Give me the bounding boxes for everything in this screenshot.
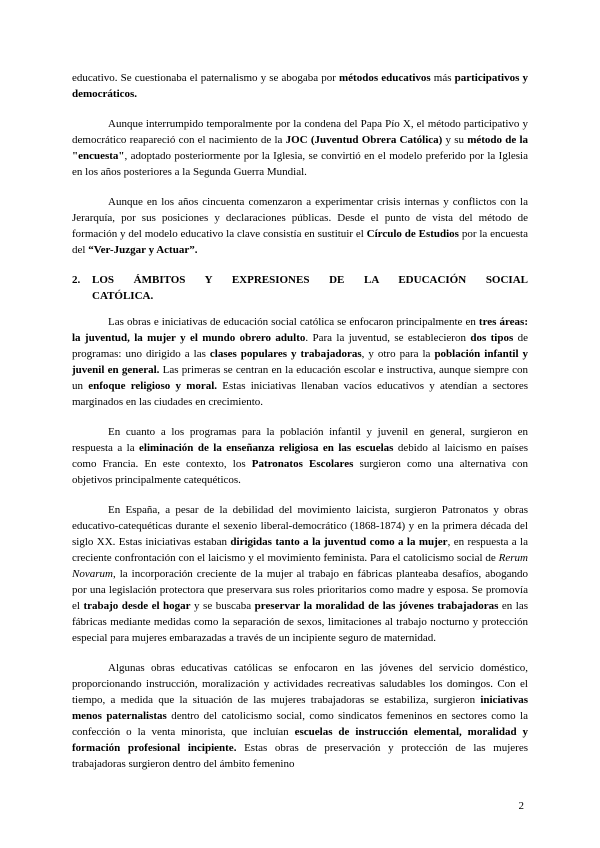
bold-text: iniciativas menos paternalistas [72,694,528,722]
paragraph: Aunque en los años cincuenta comenzaron a experimentar crisis internas y conflictos con la Jerarquía, por sus posiciones y declaraciones públicas. Desde el punto de vista del método de formación y del modelo educativo la clave consistía en sustituir el Círculo de Estudios por la encuesta del “Ver-Juzgar y Actuar”. [72,196,528,256]
bold-text: enfoque religioso y moral. [88,380,218,392]
bold-text: “Ver-Juzgar y Actuar”. [88,244,198,256]
bold-text: método de la "encuesta" [72,134,528,162]
section-heading [72,272,528,304]
paragraph: Las obras e iniciativas de educación social católica se enfocaron principalmente en tres áreas: la juventud, la mujer y el mundo obrero adulto. Para la juventud, se establecieron dos tipos de programas: uno dirigido a las clases populares y trabajadoras, y otro para la población infantil y juvenil en general. Las primeras se centran en la educación escolar e instructiva, aunque siempre con un enfoque religioso y moral. Estas iniciativas llenaban vacíos educativos y atendían a sectores marginados en las ciudades en crecimiento. [72,316,529,408]
bold-text: dirigidas tanto a la juventud como a la mujer [230,536,448,548]
page-number: 2 [518,800,524,812]
paragraph: En cuanto a los programas para la población infantil y juvenil en general, surgieron en respuesta a la eliminación de la enseñanza religiosa en las escuelas debido al laicismo en países como Francia. En este contexto, los Patronatos Escolares surgieron como una alternativa con objetivos principalmente catequéticos. [72,426,529,486]
bold-text: Patronatos Escolares [251,458,354,470]
bold-text: preservar la moralidad de las jóvenes trabajadoras [254,600,499,612]
bold-text: población infantil y juvenil en general. [72,348,529,376]
bold-text: dos tipos [470,332,514,344]
bold-text: participativos y democráticos. [72,72,528,100]
bold-text: tres áreas: la juventud, la mujer y el mundo obrero adulto [72,316,528,344]
page-body [72,70,528,786]
bold-text: clases populares y trabajadoras [209,348,362,360]
paragraph: Algunas obras educativas católicas se enfocaron en las jóvenes del servicio doméstico, proporcionando instrucción, moralización y actividades recreativas saludables los domingos. Con el tiempo, a medida que la situación de las mujeres trabajadoras se estabiliza, surgieron iniciativas menos paternalistas dentro del catolicismo social, como sindicatos femeninos en sectores como la confección o la venta minorista, que incluían escuelas de instrucción elemental, moralidad y formación profesional incipiente. Estas obras de preservación y protección de las mujeres trabajadoras surgieron dentro del ámbito femenino [72,662,528,770]
bold-text: métodos educativos [339,72,431,84]
paragraph: educativo. Se cuestionaba el paternalismo y se abogaba por métodos educativos más participativos y democráticos. [72,72,528,100]
italic-text: Rerum Novarum [72,552,528,580]
bold-text: eliminación de la enseñanza religiosa en las escuelas [139,442,394,454]
section-title [92,272,528,304]
paragraph: Aunque interrumpido temporalmente por la condena del Papa Pío X, el método participativo y democrático reapareció con el nacimiento de la JOC (Juventud Obrera Católica) y su método de la "encuesta", adoptado posteriormente por la Iglesia, se convirtió en el modelo preferido por la Iglesia en los años posteriores a la Segunda Guerra Mundial. [72,118,528,178]
bold-text: escuelas de instrucción elemental, moralidad y formación profesional incipiente. [72,726,528,754]
section-title-line-2: CATÓLICA. [92,290,154,302]
paragraph: En España, a pesar de la debilidad del movimiento laicista, surgieron Patronatos y obras educativo-catequéticas durante el sexenio liberal-democrático (1868-1874) y en la primera década del siglo XX. Estas iniciativas estaban dirigidas tanto a la juventud como a la mujer, en respuesta a la creciente confrontación con el laicismo y el movimiento feminista. Para el catolicismo social de Rerum Novarum, la incorporación creciente de la mujer al trabajo en fábricas planteaba desafíos, abogando por una legislación protectora que preservara sus roles prioritarios como madre y esposa. Se promovía el trabajo desde el hogar y se buscaba preservar la moralidad de las jóvenes trabajadoras en las fábricas mediante medidas como la separación de sexos, limitaciones al trabajo nocturno y protección especial para mujeres embarazadas a través de un incipiente seguro de maternidad. [72,504,528,644]
bold-text: trabajo desde el hogar [83,600,191,612]
bold-text: Círculo de Estudios [366,228,459,240]
section-title-line-1: LOS ÁMBITOS Y EXPRESIONES DE LA EDUCACIÓN SOCIAL [92,274,528,286]
bold-text: JOC (Juventud Obrera Católica) [285,134,443,146]
section-number: 2. [72,274,81,286]
